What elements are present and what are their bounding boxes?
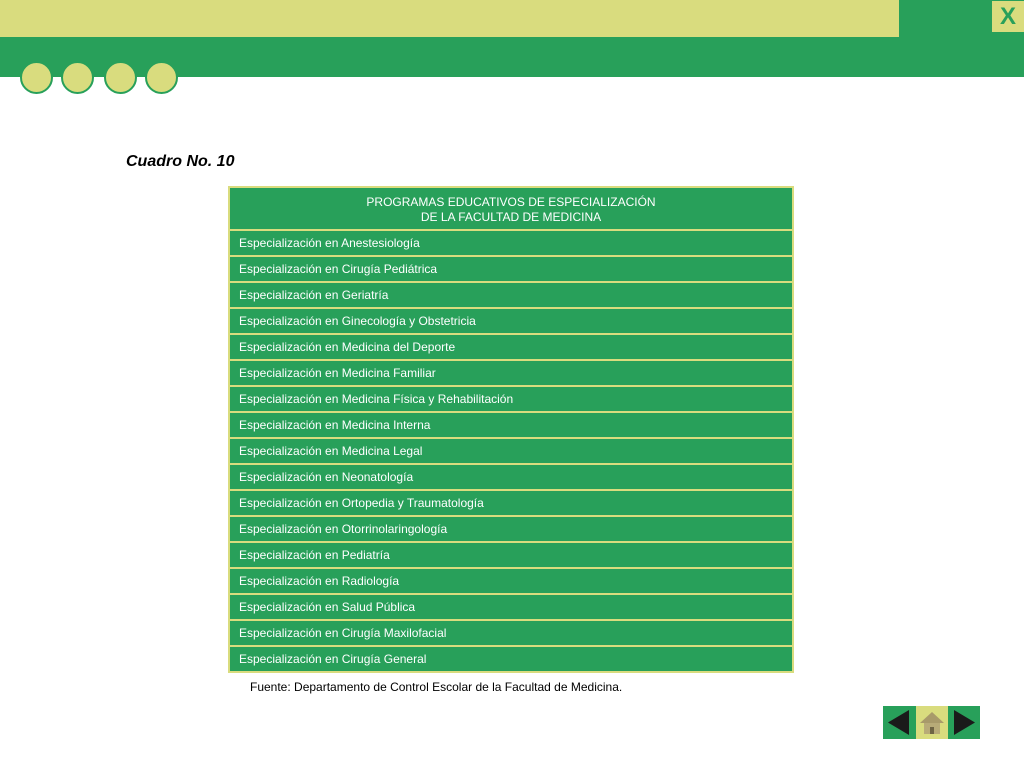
triangle-right-icon	[948, 706, 980, 739]
dot-1	[20, 61, 53, 94]
table-row: Especialización en Anestesiología	[230, 231, 792, 255]
table-row: Especialización en Cirugía Maxilofacial	[230, 621, 792, 645]
table-row: Especialización en Cirugía General	[230, 647, 792, 671]
table-caption: Cuadro No. 10	[126, 153, 235, 170]
navigation-bar	[883, 706, 980, 739]
next-button[interactable]	[948, 706, 980, 739]
house-icon	[916, 706, 948, 739]
dot-2	[61, 61, 94, 94]
table-row: Especialización en Salud Pública	[230, 595, 792, 619]
programs-table	[228, 186, 794, 673]
triangle-left-icon	[883, 706, 915, 739]
home-button[interactable]	[916, 706, 948, 739]
table-row: Especialización en Medicina Física y Rehabilitación	[230, 387, 792, 411]
table-row: Especialización en Cirugía Pediátrica	[230, 257, 792, 281]
close-button[interactable]: X	[992, 1, 1024, 32]
dot-3	[104, 61, 137, 94]
table-row: Especialización en Geriatría	[230, 283, 792, 307]
previous-button[interactable]	[883, 706, 915, 739]
table-row: Especialización en Pediatría	[230, 543, 792, 567]
table-row: Especialización en Medicina Interna	[230, 413, 792, 437]
table-row: Especialización en Medicina del Deporte	[230, 335, 792, 359]
source-note: Fuente: Departamento de Control Escolar de la Facultad de Medicina.	[250, 680, 623, 694]
table-row: Especialización en Neonatología	[230, 465, 792, 489]
table-row: Especialización en Medicina Familiar	[230, 361, 792, 385]
table-header-line-2: DE LA FACULTAD DE MEDICINA	[420, 210, 602, 224]
table-header-line-1: PROGRAMAS EDUCATIVOS DE ESPECIALIZACIÓN	[366, 195, 656, 209]
table-header	[230, 188, 792, 229]
table-row: Especialización en Otorrinolaringología	[230, 517, 792, 541]
table-row: Especialización en Radiología	[230, 569, 792, 593]
table-row: Especialización en Ginecología y Obstetricia	[230, 309, 792, 333]
top-banner	[0, 0, 899, 37]
table-row: Especialización en Ortopedia y Traumatología	[230, 491, 792, 515]
dot-4	[145, 61, 178, 94]
table-row: Especialización en Medicina Legal	[230, 439, 792, 463]
